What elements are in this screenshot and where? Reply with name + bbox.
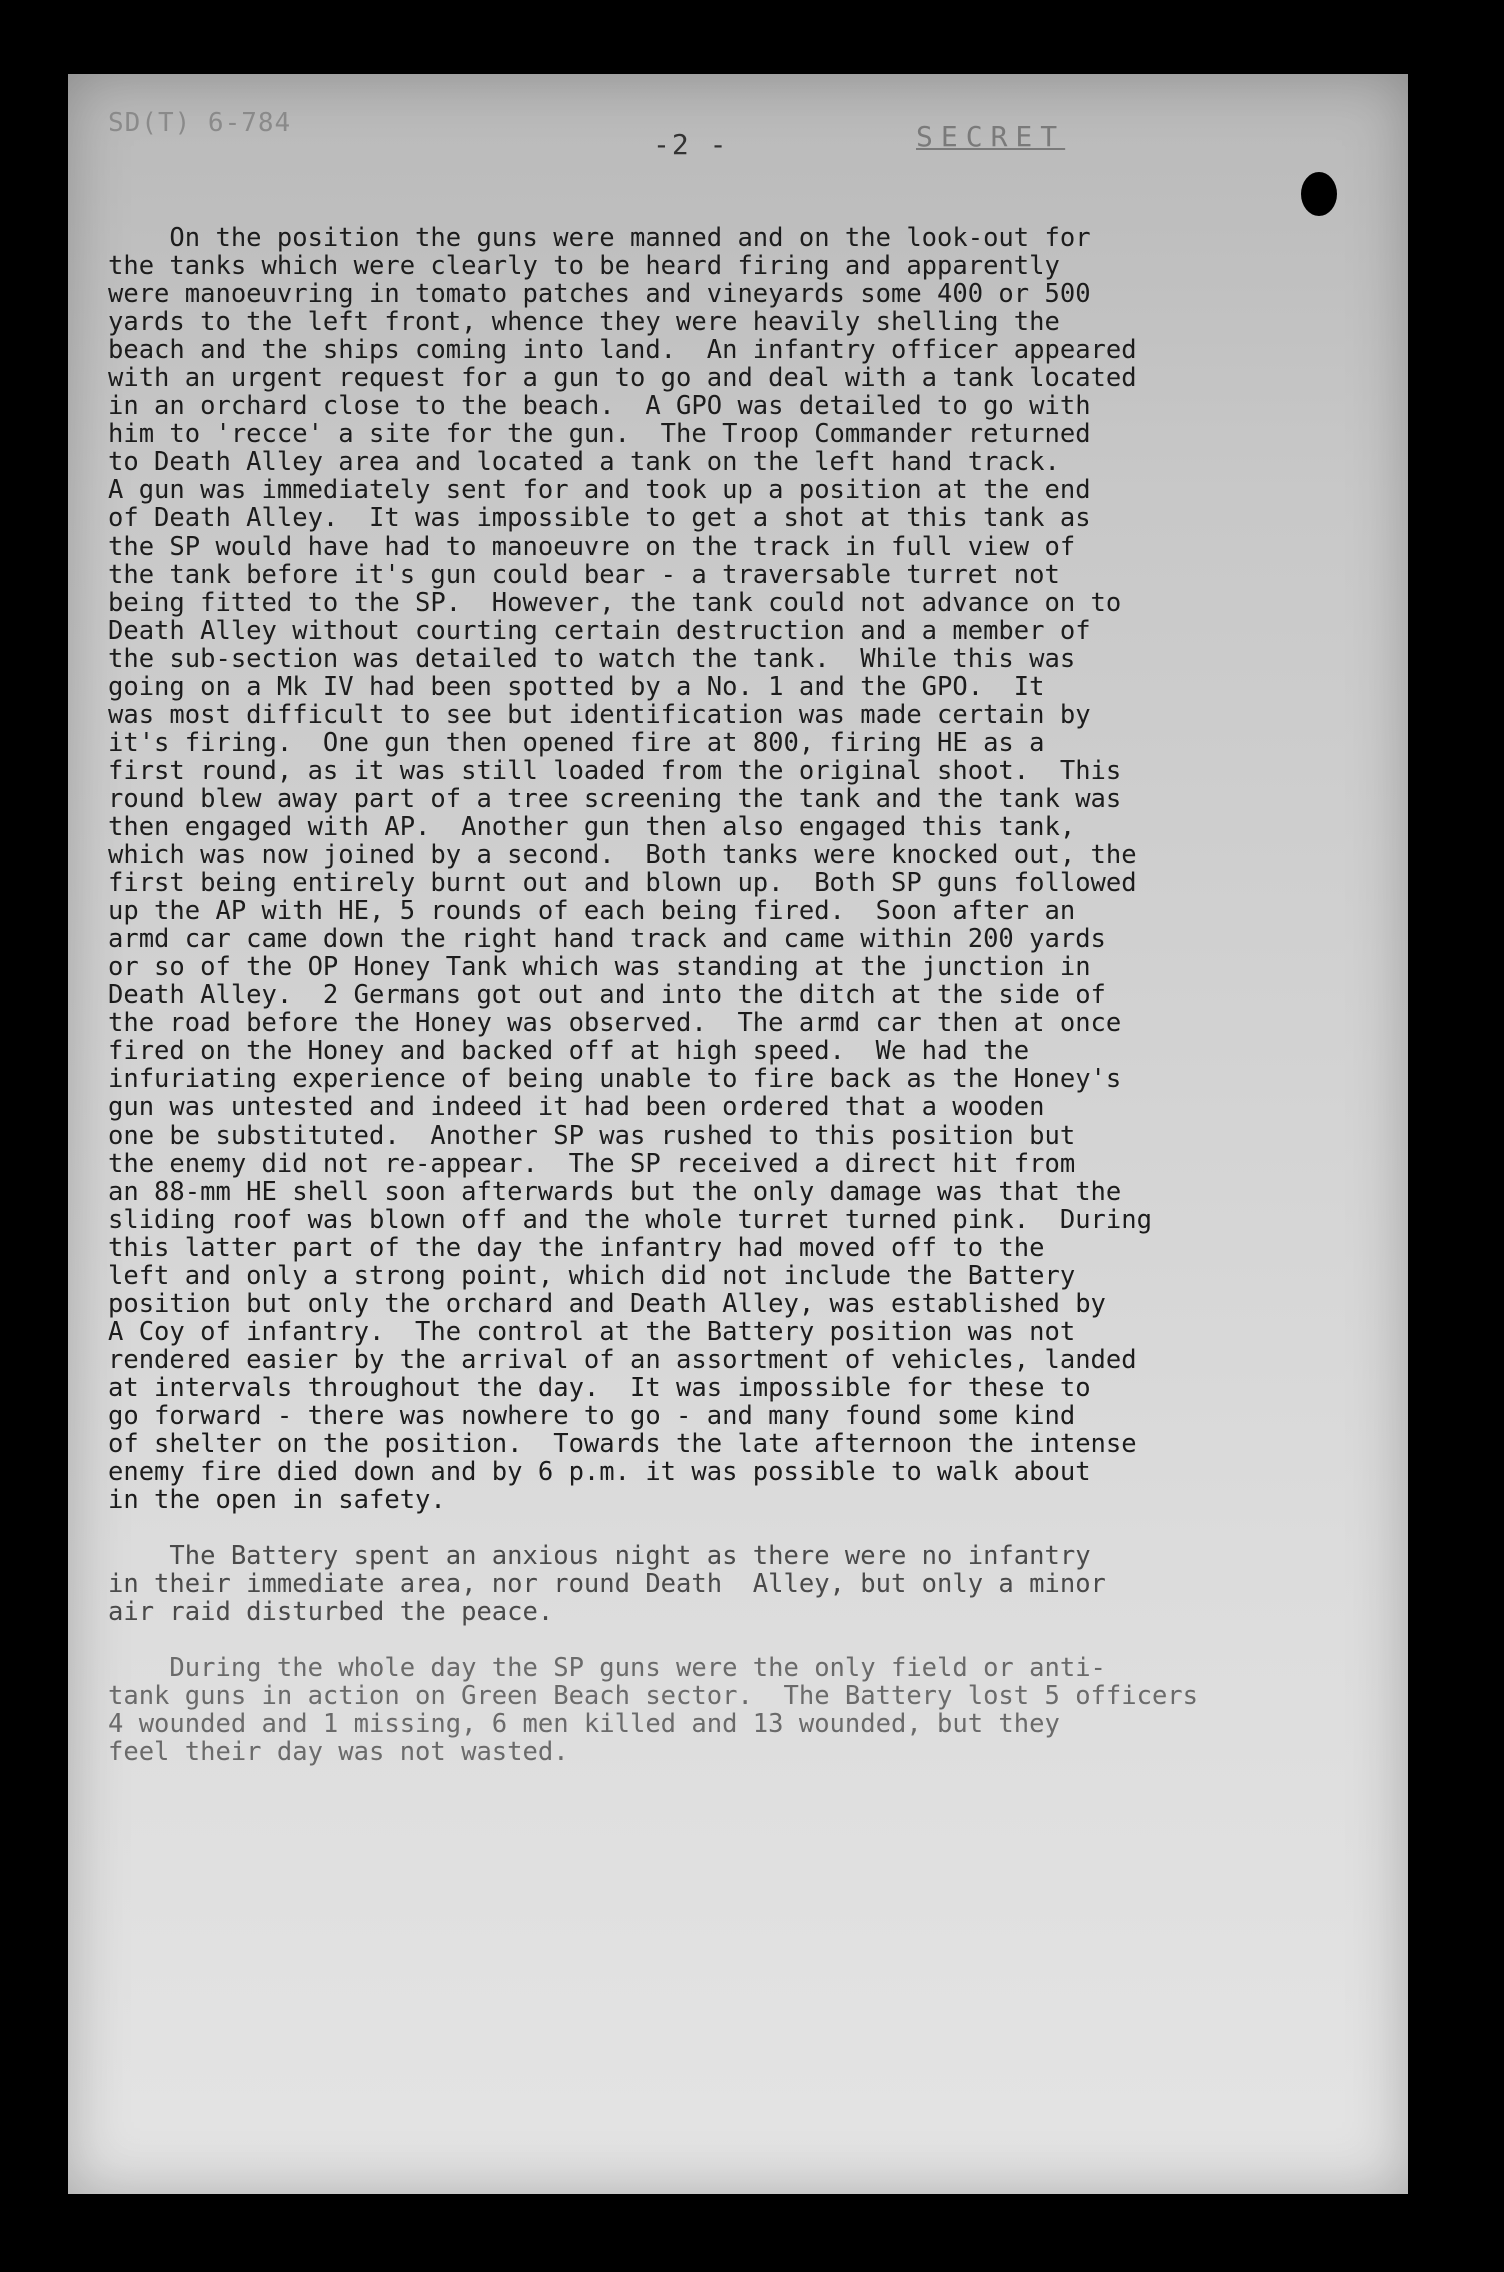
text-line: position but only the orchard and Death Alley, was established by [108,1288,1106,1319]
text-line: first being entirely burnt out and blown up. Both SP guns followed [108,868,1137,899]
text-line: or so of the OP Honey Tank which was standing at the junction in [108,952,1091,983]
text-line: him to 'recce' a site for the gun. The Troop Commander returned [108,419,1091,450]
page-number: -2 - [653,128,729,161]
document-body [108,224,1308,1766]
text-line: Death Alley. 2 Germans got out and into the ditch at the side of [108,980,1106,1011]
document-reference: SD(T) 6-784 [108,108,292,138]
text-line: infuriating experience of being unable to fire back as the Honey's [108,1064,1122,1095]
text-line: A Coy of infantry. The control at the Battery position was not [108,1316,1076,1347]
text-line: enemy fire died down and by 6 p.m. it was possible to walk about [108,1457,1091,1488]
text-line: air raid disturbed the peace. [108,1597,554,1628]
text-line: in their immediate area, nor round Death Alley, but only a minor [108,1569,1106,1600]
text-line: of Death Alley. It was impossible to get a shot at this tank as [108,503,1091,534]
punch-hole [1301,172,1337,216]
text-line: to Death Alley area and located a tank on the left hand track. [108,447,1060,478]
text-line: go forward - there was nowhere to go - and many found some kind [108,1400,1076,1431]
text-line: 4 wounded and 1 missing, 6 men killed and 13 wounded, but they [108,1709,1060,1740]
text-line: yards to the left front, whence they were heavily shelling the [108,307,1060,338]
text-line: in an orchard close to the beach. A GPO was detailed to go with [108,391,1091,422]
text-line: feel their day was not wasted. [108,1737,569,1768]
text-line: gun was untested and indeed it had been ordered that a wooden [108,1092,1045,1123]
text-line: the SP would have had to manoeuvre on the track in full view of [108,531,1076,562]
text-line: in the open in safety. [108,1485,446,1516]
text-line: then engaged with AP. Another gun then also engaged this tank, [108,811,1076,842]
text-line: it's firing. One gun then opened fire at 800, firing HE as a [108,727,1045,758]
text-line: Death Alley without courting certain destruction and a member of [108,615,1091,646]
text-line: On the position the guns were manned and on the look-out for [108,223,1091,253]
text-line: the tanks which were clearly to be heard firing and apparently [108,251,1060,282]
text-line: A gun was immediately sent for and took up a position at the end [108,475,1091,506]
text-line: which was now joined by a second. Both tanks were knocked out, the [108,840,1137,871]
classification-stamp: SECRET [916,120,1066,153]
text-line: were manoeuvring in tomato patches and vineyards some 400 or 500 [108,279,1091,310]
text-line: this latter part of the day the infantry had moved off to the [108,1232,1045,1263]
text-line: going on a Mk IV had been spotted by a No. 1 and the GPO. It [108,671,1045,702]
text-line: sliding roof was blown off and the whole turret turned pink. During [108,1204,1152,1235]
text-line: the enemy did not re-appear. The SP received a direct hit from [108,1148,1076,1179]
text-line: the sub-section was detailed to watch the tank. While this was [108,643,1076,674]
text-line: tank guns in action on Green Beach sector. The Battery lost 5 officers [108,1681,1199,1712]
text-line: with an urgent request for a gun to go and deal with a tank located [108,363,1137,394]
text-line: being fitted to the SP. However, the tank could not advance on to [108,587,1122,618]
paragraph [108,1654,1308,1766]
text-line: armd car came down the right hand track and came within 200 yards [108,924,1106,955]
text-line: During the whole day the SP guns were the only field or anti- [108,1653,1106,1684]
text-line: up the AP with HE, 5 rounds of each being fired. Soon after an [108,896,1076,927]
text-line: round blew away part of a tree screening the tank and the tank was [108,783,1122,814]
text-line: the road before the Honey was observed. The armd car then at once [108,1008,1122,1039]
text-line: the tank before it's gun could bear - a traversable turret not [108,559,1060,590]
text-line: at intervals throughout the day. It was impossible for these to [108,1372,1091,1403]
text-line: of shelter on the position. Towards the late afternoon the intense [108,1429,1137,1460]
text-line: an 88-mm HE shell soon afterwards but the only damage was that the [108,1176,1122,1207]
text-line: The Battery spent an anxious night as there were no infantry [108,1541,1091,1572]
text-line: left and only a strong point, which did not include the Battery [108,1260,1076,1291]
paragraph [108,1542,1308,1626]
text-line: first round, as it was still loaded from the original shoot. This [108,755,1122,786]
text-line: rendered easier by the arrival of an assortment of vehicles, landed [108,1344,1137,1375]
document-page [68,74,1408,2194]
text-line: beach and the ships coming into land. An infantry officer appeared [108,335,1137,366]
text-line: one be substituted. Another SP was rushed to this position but [108,1120,1076,1151]
text-line: fired on the Honey and backed off at high speed. We had the [108,1036,1030,1067]
text-line: was most difficult to see but identification was made certain by [108,699,1091,730]
paragraph [108,224,1308,1514]
